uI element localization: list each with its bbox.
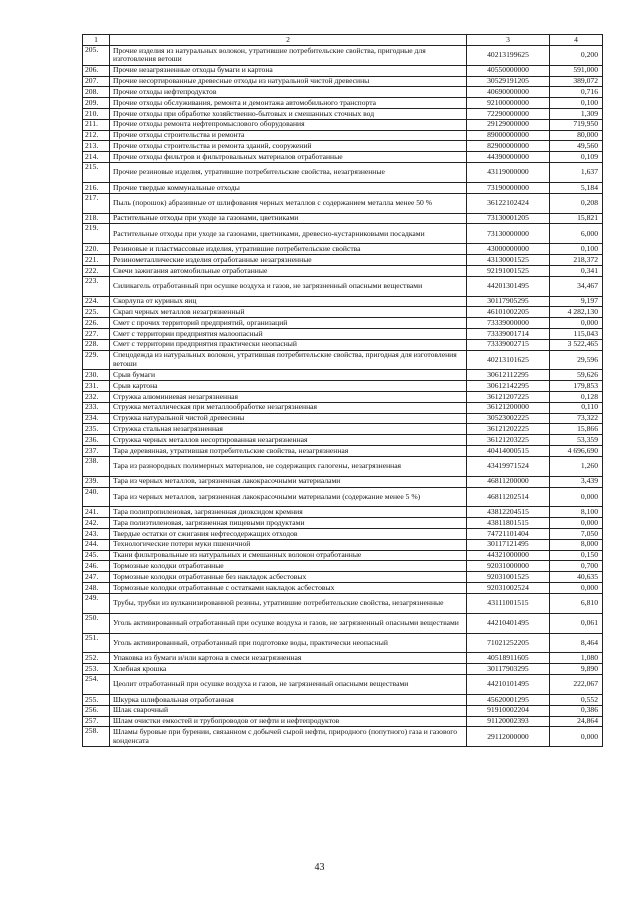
waste-name-cell: Срыв бумаги bbox=[110, 370, 467, 381]
table-row bbox=[83, 329, 603, 340]
waste-amount-cell: 4 696,690 bbox=[550, 446, 603, 457]
table-row bbox=[83, 265, 603, 276]
table-row bbox=[83, 529, 603, 540]
waste-name-cell: Свечи зажигания автомобильные отработанные bbox=[110, 265, 467, 276]
row-number-cell: 235. bbox=[83, 424, 110, 435]
row-number-cell: 217. bbox=[83, 193, 110, 213]
table-row bbox=[83, 255, 603, 266]
waste-name-cell: Растительные отходы при уходе за газонами, цветниками, древесно-кустарниковыми посадками bbox=[110, 224, 467, 244]
table-row bbox=[83, 446, 603, 457]
waste-name-cell: Тара из черных металлов, загрязненная лакокрасочными материалами bbox=[110, 476, 467, 487]
row-number-cell: 214. bbox=[83, 152, 110, 163]
table-row bbox=[83, 435, 603, 446]
row-number-cell: 255. bbox=[83, 694, 110, 705]
waste-amount-cell: 0,700 bbox=[550, 561, 603, 572]
table-row bbox=[83, 65, 603, 76]
waste-amount-cell: 6,000 bbox=[550, 224, 603, 244]
table-row bbox=[83, 694, 603, 705]
waste-code-cell: 92031000000 bbox=[467, 561, 550, 572]
waste-amount-cell: 15,866 bbox=[550, 424, 603, 435]
table-row bbox=[83, 613, 603, 633]
waste-name-cell: Прочие отходы строительства и ремонта bbox=[110, 130, 467, 141]
table-row bbox=[83, 392, 603, 403]
waste-code-cell: 40213101625 bbox=[467, 350, 550, 370]
waste-amount-cell: 9,197 bbox=[550, 296, 603, 307]
waste-amount-cell: 218,372 bbox=[550, 255, 603, 266]
table-row bbox=[83, 664, 603, 675]
waste-code-cell: 29112000000 bbox=[467, 727, 550, 747]
row-number-cell: 232. bbox=[83, 392, 110, 403]
table-row bbox=[83, 633, 603, 653]
waste-amount-cell: 0,341 bbox=[550, 265, 603, 276]
waste-code-cell: 43119000000 bbox=[467, 163, 550, 183]
waste-code-cell: 40414000515 bbox=[467, 446, 550, 457]
waste-name-cell: Прочие отходы нефтепродуктов bbox=[110, 87, 467, 98]
table-row bbox=[83, 653, 603, 664]
table-row bbox=[83, 244, 603, 255]
row-number-cell: 208. bbox=[83, 87, 110, 98]
waste-name-cell: Прочие отходы фильтров и фильтровальных материалов отработанные bbox=[110, 152, 467, 163]
waste-amount-cell: 1,637 bbox=[550, 163, 603, 183]
waste-amount-cell: 0,000 bbox=[550, 518, 603, 529]
waste-code-cell: 82900000000 bbox=[467, 141, 550, 152]
waste-name-cell: Прочие отходы при обработке хозяйственно-бытовых и смешанных сточных вод bbox=[110, 109, 467, 120]
table-row bbox=[83, 550, 603, 561]
waste-code-cell: 44321000000 bbox=[467, 550, 550, 561]
waste-code-cell: 73130001205 bbox=[467, 213, 550, 224]
waste-amount-cell: 4 282,130 bbox=[550, 307, 603, 318]
table-row bbox=[83, 276, 603, 296]
waste-code-cell: 46811202514 bbox=[467, 487, 550, 507]
waste-amount-cell: 29,596 bbox=[550, 350, 603, 370]
waste-code-cell: 36121202225 bbox=[467, 424, 550, 435]
waste-amount-cell: 0,200 bbox=[550, 46, 603, 66]
row-number-cell: 209. bbox=[83, 98, 110, 109]
waste-amount-cell: 40,635 bbox=[550, 572, 603, 583]
waste-name-cell: Технологические потери муки пшеничной bbox=[110, 539, 467, 550]
waste-code-cell: 36121203225 bbox=[467, 435, 550, 446]
waste-name-cell: Смет с прочих территорий предприятий, организаций bbox=[110, 318, 467, 329]
table-row bbox=[83, 716, 603, 727]
waste-amount-cell: 1,260 bbox=[550, 456, 603, 476]
row-number-cell: 223. bbox=[83, 276, 110, 296]
table-row bbox=[83, 675, 603, 695]
waste-amount-cell: 591,000 bbox=[550, 65, 603, 76]
waste-amount-cell: 1,309 bbox=[550, 109, 603, 120]
waste-code-cell: 92031001525 bbox=[467, 572, 550, 583]
row-number-cell: 250. bbox=[83, 613, 110, 633]
waste-name-cell: Тормозные колодки отработанные без накладок асбестовых bbox=[110, 572, 467, 583]
waste-code-cell: 43130001525 bbox=[467, 255, 550, 266]
row-number-cell: 231. bbox=[83, 381, 110, 392]
waste-amount-cell: 34,467 bbox=[550, 276, 603, 296]
row-number-cell: 249. bbox=[83, 593, 110, 613]
waste-name-cell: Шлак сварочный bbox=[110, 705, 467, 716]
waste-amount-cell: 3,439 bbox=[550, 476, 603, 487]
waste-name-cell: Резиновые и пластмассовые изделия, утратившие потребительские свойства bbox=[110, 244, 467, 255]
waste-name-cell: Смет с территории предприятия практически неопасный bbox=[110, 339, 467, 350]
waste-name-cell: Тормозные колодки отработанные bbox=[110, 561, 467, 572]
waste-code-cell: 92031002524 bbox=[467, 583, 550, 594]
table-row bbox=[83, 507, 603, 518]
row-number-cell: 241. bbox=[83, 507, 110, 518]
waste-amount-cell: 59,626 bbox=[550, 370, 603, 381]
table-row bbox=[83, 561, 603, 572]
table-row bbox=[83, 318, 603, 329]
waste-name-cell: Прочие отходы ремонта нефтепромыслового оборудования bbox=[110, 119, 467, 130]
waste-amount-cell: 0,386 bbox=[550, 705, 603, 716]
waste-name-cell: Стружка стальная незагрязненная bbox=[110, 424, 467, 435]
waste-amount-cell: 0,110 bbox=[550, 402, 603, 413]
waste-name-cell: Твердые остатки от сжигания нефтесодержащих отходов bbox=[110, 529, 467, 540]
waste-code-cell: 73190000000 bbox=[467, 182, 550, 193]
waste-amount-cell: 80,000 bbox=[550, 130, 603, 141]
row-number-cell: 252. bbox=[83, 653, 110, 664]
waste-name-cell: Ткани фильтровальные из натуральных и смешанных волокон отработанные bbox=[110, 550, 467, 561]
row-number-cell: 226. bbox=[83, 318, 110, 329]
table-row bbox=[83, 119, 603, 130]
waste-amount-cell: 0,000 bbox=[550, 318, 603, 329]
waste-code-cell: 40213199625 bbox=[467, 46, 550, 66]
waste-name-cell: Тара из черных металлов, загрязненная лакокрасочными материалами (содержание менее 5 %) bbox=[110, 487, 467, 507]
waste-code-cell: 44210101495 bbox=[467, 675, 550, 695]
waste-name-cell: Стружка металлическая при металлообработке незагрязненная bbox=[110, 402, 467, 413]
table-row bbox=[83, 487, 603, 507]
row-number-cell: 216. bbox=[83, 182, 110, 193]
row-number-cell: 225. bbox=[83, 307, 110, 318]
waste-amount-cell: 73,322 bbox=[550, 413, 603, 424]
row-number-cell: 253. bbox=[83, 664, 110, 675]
waste-code-cell: 29129000000 bbox=[467, 119, 550, 130]
row-number-cell: 211. bbox=[83, 119, 110, 130]
table-row bbox=[83, 296, 603, 307]
table-row bbox=[83, 583, 603, 594]
table-row bbox=[83, 476, 603, 487]
waste-code-cell: 30523002225 bbox=[467, 413, 550, 424]
waste-name-cell: Стружка алюминиевая незагрязненная bbox=[110, 392, 467, 403]
row-number-cell: 228. bbox=[83, 339, 110, 350]
waste-amount-cell: 0,100 bbox=[550, 244, 603, 255]
row-number-cell: 243. bbox=[83, 529, 110, 540]
header-col-3: 3 bbox=[467, 35, 550, 46]
waste-name-cell: Спецодежда из натуральных волокон, утратившая потребительские свойства, пригодная для изготовления ветоши bbox=[110, 350, 467, 370]
table-row bbox=[83, 109, 603, 120]
waste-amount-cell: 0,000 bbox=[550, 583, 603, 594]
row-number-cell: 251. bbox=[83, 633, 110, 653]
table-row bbox=[83, 87, 603, 98]
waste-amount-cell: 0,150 bbox=[550, 550, 603, 561]
row-number-cell: 227. bbox=[83, 329, 110, 340]
waste-name-cell: Тара полиэтиленовая, загрязненная пищевыми продуктами bbox=[110, 518, 467, 529]
table-row bbox=[83, 727, 603, 747]
waste-name-cell: Резинометаллические изделия отработанные незагрязненные bbox=[110, 255, 467, 266]
page-number: 43 bbox=[314, 862, 325, 873]
waste-table bbox=[82, 34, 603, 747]
row-number-cell: 247. bbox=[83, 572, 110, 583]
waste-name-cell: Упаковка из бумаги и/или картона в смеси незагрязненная bbox=[110, 653, 467, 664]
row-number-cell: 254. bbox=[83, 675, 110, 695]
row-number-cell: 246. bbox=[83, 561, 110, 572]
waste-name-cell: Прочие отходы обслуживания, ремонта и демонтажа автомобильного транспорта bbox=[110, 98, 467, 109]
row-number-cell: 218. bbox=[83, 213, 110, 224]
waste-code-cell: 43419971524 bbox=[467, 456, 550, 476]
table-body bbox=[83, 46, 603, 747]
row-number-cell: 233. bbox=[83, 402, 110, 413]
waste-code-cell: 44210401495 bbox=[467, 613, 550, 633]
waste-code-cell: 73339000000 bbox=[467, 318, 550, 329]
table-row bbox=[83, 213, 603, 224]
table-row bbox=[83, 402, 603, 413]
table-row bbox=[83, 163, 603, 183]
waste-code-cell: 46101002205 bbox=[467, 307, 550, 318]
table-row bbox=[83, 539, 603, 550]
waste-name-cell: Тормозные колодки отработанные с остатками накладок асбестовых bbox=[110, 583, 467, 594]
waste-name-cell: Стружка черных металлов несортированная незагрязненная bbox=[110, 435, 467, 446]
row-number-cell: 220. bbox=[83, 244, 110, 255]
waste-code-cell: 43812204515 bbox=[467, 507, 550, 518]
table-row bbox=[83, 76, 603, 87]
waste-amount-cell: 6,810 bbox=[550, 593, 603, 613]
table-row bbox=[83, 381, 603, 392]
waste-name-cell: Шлам очистки емкостей и трубопроводов от нефти и нефтепродуктов bbox=[110, 716, 467, 727]
waste-amount-cell: 7,050 bbox=[550, 529, 603, 540]
row-number-cell: 207. bbox=[83, 76, 110, 87]
waste-code-cell: 30117905295 bbox=[467, 296, 550, 307]
row-number-cell: 212. bbox=[83, 130, 110, 141]
waste-amount-cell: 49,560 bbox=[550, 141, 603, 152]
waste-code-cell: 36121207225 bbox=[467, 392, 550, 403]
waste-code-cell: 43000000000 bbox=[467, 244, 550, 255]
waste-code-cell: 73339002715 bbox=[467, 339, 550, 350]
waste-amount-cell: 179,853 bbox=[550, 381, 603, 392]
waste-code-cell: 74721101404 bbox=[467, 529, 550, 540]
waste-amount-cell: 1,080 bbox=[550, 653, 603, 664]
waste-amount-cell: 15,821 bbox=[550, 213, 603, 224]
row-number-cell: 221. bbox=[83, 255, 110, 266]
waste-name-cell: Уголь активированный, отработанный при подготовке воды, практически неопасный bbox=[110, 633, 467, 653]
waste-name-cell: Прочие отходы строительства и ремонта зданий, сооружений bbox=[110, 141, 467, 152]
row-number-cell: 234. bbox=[83, 413, 110, 424]
waste-amount-cell: 0,061 bbox=[550, 613, 603, 633]
table-row bbox=[83, 339, 603, 350]
table-row bbox=[83, 46, 603, 66]
waste-name-cell: Прочие твердые коммунальные отходы bbox=[110, 182, 467, 193]
waste-amount-cell: 0,208 bbox=[550, 193, 603, 213]
table-row bbox=[83, 518, 603, 529]
row-number-cell: 206. bbox=[83, 65, 110, 76]
waste-code-cell: 44390000000 bbox=[467, 152, 550, 163]
waste-code-cell: 36122102424 bbox=[467, 193, 550, 213]
waste-name-cell: Тара полипропиленовая, загрязненная диоксидом кремния bbox=[110, 507, 467, 518]
waste-code-cell: 43111001515 bbox=[467, 593, 550, 613]
table-row bbox=[83, 572, 603, 583]
waste-name-cell: Стружка натуральной чистой древесины bbox=[110, 413, 467, 424]
waste-amount-cell: 0,100 bbox=[550, 98, 603, 109]
waste-code-cell: 46811200000 bbox=[467, 476, 550, 487]
waste-name-cell: Цеолит отработанный при осушке воздуха и газов, не загрязненный опасными веществами bbox=[110, 675, 467, 695]
waste-amount-cell: 222,067 bbox=[550, 675, 603, 695]
row-number-cell: 222. bbox=[83, 265, 110, 276]
waste-code-cell: 43811801515 bbox=[467, 518, 550, 529]
waste-code-cell: 44201301495 bbox=[467, 276, 550, 296]
row-number-cell: 240. bbox=[83, 487, 110, 507]
waste-amount-cell: 389,072 bbox=[550, 76, 603, 87]
waste-code-cell: 30529191205 bbox=[467, 76, 550, 87]
table-row bbox=[83, 307, 603, 318]
waste-amount-cell: 0,128 bbox=[550, 392, 603, 403]
row-number-cell: 205. bbox=[83, 46, 110, 66]
waste-code-cell: 91120002393 bbox=[467, 716, 550, 727]
waste-amount-cell: 0,000 bbox=[550, 727, 603, 747]
row-number-cell: 244. bbox=[83, 539, 110, 550]
waste-code-cell: 40690000000 bbox=[467, 87, 550, 98]
table-row bbox=[83, 370, 603, 381]
row-number-cell: 213. bbox=[83, 141, 110, 152]
waste-amount-cell: 115,043 bbox=[550, 329, 603, 340]
waste-code-cell: 89000000000 bbox=[467, 130, 550, 141]
row-number-cell: 239. bbox=[83, 476, 110, 487]
row-number-cell: 245. bbox=[83, 550, 110, 561]
waste-code-cell: 40550000000 bbox=[467, 65, 550, 76]
table-row bbox=[83, 593, 603, 613]
waste-name-cell: Прочие незагрязненные отходы бумаги и картона bbox=[110, 65, 467, 76]
waste-amount-cell: 8,464 bbox=[550, 633, 603, 653]
header-col-1: 1 bbox=[83, 35, 110, 46]
row-number-cell: 210. bbox=[83, 109, 110, 120]
row-number-cell: 248. bbox=[83, 583, 110, 594]
waste-name-cell: Пыль (порошок) абразивные от шлифования черных металлов с содержанием металла менее 50 % bbox=[110, 193, 467, 213]
waste-amount-cell: 53,359 bbox=[550, 435, 603, 446]
waste-code-cell: 73339001714 bbox=[467, 329, 550, 340]
waste-amount-cell: 0,716 bbox=[550, 87, 603, 98]
waste-name-cell: Тара деревянная, утратившая потребительские свойства, незагрязненная bbox=[110, 446, 467, 457]
table-row bbox=[83, 152, 603, 163]
waste-name-cell: Трубы, трубки из вулканизированной резины, утратившие потребительские свойства, незагрязненные bbox=[110, 593, 467, 613]
header-row bbox=[83, 35, 603, 46]
waste-amount-cell: 0,000 bbox=[550, 487, 603, 507]
waste-amount-cell: 24,864 bbox=[550, 716, 603, 727]
waste-name-cell: Уголь активированный отработанный при осушке воздуха и газов, не загрязненный опасными веществами bbox=[110, 613, 467, 633]
row-number-cell: 242. bbox=[83, 518, 110, 529]
waste-name-cell: Скрап черных металлов незагрязненный bbox=[110, 307, 467, 318]
row-number-cell: 238. bbox=[83, 456, 110, 476]
table-row bbox=[83, 98, 603, 109]
row-number-cell: 230. bbox=[83, 370, 110, 381]
table-row bbox=[83, 224, 603, 244]
waste-name-cell: Смет с территории предприятия малоопасный bbox=[110, 329, 467, 340]
table-row bbox=[83, 350, 603, 370]
waste-amount-cell: 8,000 bbox=[550, 539, 603, 550]
row-number-cell: 256. bbox=[83, 705, 110, 716]
waste-name-cell: Хлебная крошка bbox=[110, 664, 467, 675]
waste-code-cell: 92191001525 bbox=[467, 265, 550, 276]
table-row bbox=[83, 130, 603, 141]
waste-amount-cell: 719,950 bbox=[550, 119, 603, 130]
waste-amount-cell: 9,890 bbox=[550, 664, 603, 675]
row-number-cell: 237. bbox=[83, 446, 110, 457]
table-row bbox=[83, 456, 603, 476]
table-row bbox=[83, 424, 603, 435]
waste-name-cell: Прочие несортированные древесные отходы из натуральной чистой древесины bbox=[110, 76, 467, 87]
table-row bbox=[83, 141, 603, 152]
waste-name-cell: Тара из разнородных полимерных материалов, не содержащих галогены, незагрязненная bbox=[110, 456, 467, 476]
waste-code-cell: 73130000000 bbox=[467, 224, 550, 244]
waste-name-cell: Срыв картона bbox=[110, 381, 467, 392]
header-col-2: 2 bbox=[110, 35, 467, 46]
waste-code-cell: 30117121495 bbox=[467, 539, 550, 550]
waste-amount-cell: 0,109 bbox=[550, 152, 603, 163]
waste-name-cell: Прочие изделия из натуральных волокон, утратившие потребительские свойства, пригодные для изготовления ветоши bbox=[110, 46, 467, 66]
waste-name-cell: Силикагель отработанный при осушке воздуха и газов, не загрязненный опасными веществами bbox=[110, 276, 467, 296]
waste-amount-cell: 5,184 bbox=[550, 182, 603, 193]
row-number-cell: 229. bbox=[83, 350, 110, 370]
row-number-cell: 257. bbox=[83, 716, 110, 727]
waste-name-cell: Скорлупа от куриных яиц bbox=[110, 296, 467, 307]
waste-amount-cell: 8,100 bbox=[550, 507, 603, 518]
table-row bbox=[83, 705, 603, 716]
waste-code-cell: 91910002204 bbox=[467, 705, 550, 716]
waste-code-cell: 40518911605 bbox=[467, 653, 550, 664]
waste-name-cell: Шламы буровые при бурении, связанном с добычей сырой нефти, природного (попутного) газа и газового конденсата bbox=[110, 727, 467, 747]
table-row bbox=[83, 193, 603, 213]
header-col-4: 4 bbox=[550, 35, 603, 46]
waste-name-cell: Шкурка шлифовальная отработанная bbox=[110, 694, 467, 705]
waste-code-cell: 72290000000 bbox=[467, 109, 550, 120]
row-number-cell: 236. bbox=[83, 435, 110, 446]
table-row bbox=[83, 182, 603, 193]
waste-code-cell: 30612112295 bbox=[467, 370, 550, 381]
row-number-cell: 219. bbox=[83, 224, 110, 244]
row-number-cell: 258. bbox=[83, 727, 110, 747]
waste-code-cell: 36121200000 bbox=[467, 402, 550, 413]
waste-amount-cell: 3 522,465 bbox=[550, 339, 603, 350]
waste-code-cell: 45620001295 bbox=[467, 694, 550, 705]
waste-code-cell: 30612142295 bbox=[467, 381, 550, 392]
waste-amount-cell: 0,552 bbox=[550, 694, 603, 705]
table-row bbox=[83, 413, 603, 424]
row-number-cell: 215. bbox=[83, 163, 110, 183]
row-number-cell: 224. bbox=[83, 296, 110, 307]
waste-code-cell: 30117903295 bbox=[467, 664, 550, 675]
waste-code-cell: 71021252205 bbox=[467, 633, 550, 653]
waste-name-cell: Растительные отходы при уходе за газонами, цветниками bbox=[110, 213, 467, 224]
waste-code-cell: 92100000000 bbox=[467, 98, 550, 109]
waste-name-cell: Прочие резиновые изделия, утратившие потребительские свойства, незагрязненные bbox=[110, 163, 467, 183]
